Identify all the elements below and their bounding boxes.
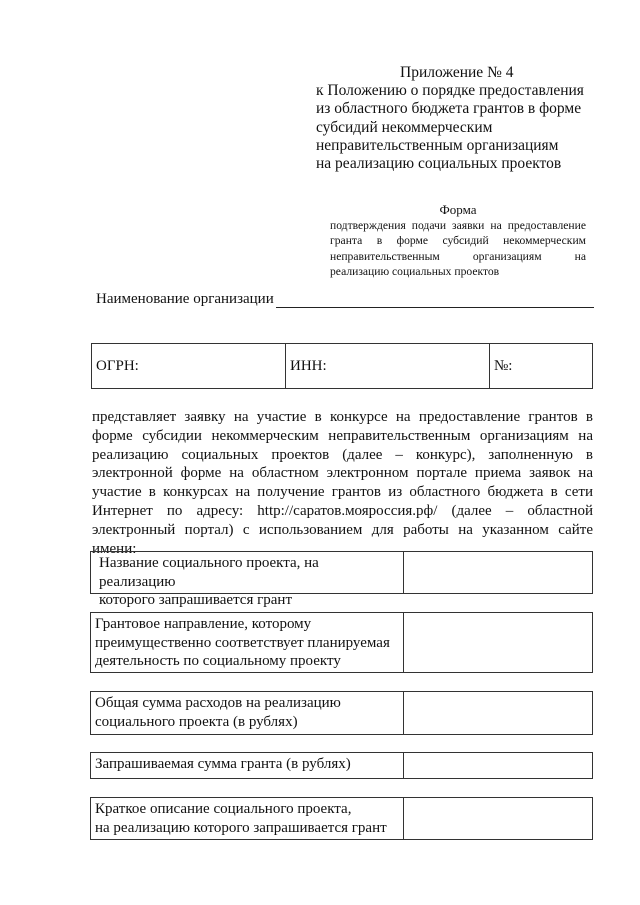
form-subtitle: подтверждения подачи заявки на предоставление гранта в форме субсидий некоммерческим неправительственным организациям на реализацию социальных проектов bbox=[330, 219, 586, 278]
grant-direction-table bbox=[90, 612, 593, 673]
appendix-header bbox=[316, 64, 606, 173]
organization-name-label: Наименование организации bbox=[96, 291, 274, 307]
requested-amount-value[interactable] bbox=[404, 753, 592, 778]
appendix-line: на реализацию социальных проектов bbox=[316, 155, 562, 173]
identifiers-table bbox=[91, 343, 593, 389]
appendix-line: к Положению о порядке предоставления bbox=[316, 82, 584, 100]
registration-number-label: №: bbox=[494, 358, 513, 374]
label-line: преимущественно соответствует планируемая bbox=[95, 634, 390, 651]
project-name-table bbox=[90, 551, 593, 608]
appendix-line: субсидий некоммерческим bbox=[316, 118, 493, 136]
short-description-value[interactable] bbox=[404, 798, 592, 839]
project-name-value[interactable] bbox=[404, 552, 592, 593]
label-line: Запрашиваемая сумма гранта (в рублях) bbox=[95, 756, 351, 772]
application-statement: представляет заявку на участие в конкурсе на предоставление грантов в форме субсидии некоммерческим неправительственным организациям на реализацию социальных проектов (далее – конкурс), заполненную в электронной форме на областном электронном портале приема заявок на участие в конкурсах на получение грантов из областного бюджета в сети Интернет по адресу: http://саратов.мояроссия.рф/ (далее – областной электронный портал) с использованием для работы на указанном сайте имени: bbox=[92, 409, 593, 557]
total-expenses-label bbox=[91, 692, 404, 734]
label-line: деятельность по социальному проекту bbox=[95, 653, 341, 669]
total-expenses-table bbox=[90, 691, 593, 735]
inn-label: ИНН: bbox=[290, 358, 327, 374]
form-header bbox=[330, 202, 586, 279]
project-name-label bbox=[91, 552, 404, 608]
label-line: Общая сумма расходов на реализацию bbox=[95, 695, 341, 711]
appendix-line: из областного бюджета грантов в форме bbox=[316, 100, 582, 118]
requested-amount-table bbox=[90, 752, 593, 779]
form-title: Форма bbox=[439, 202, 477, 217]
grant-direction-label bbox=[91, 613, 404, 672]
appendix-line: неправительственным организациям bbox=[316, 136, 559, 154]
inn-field[interactable] bbox=[286, 344, 490, 388]
organization-name-field[interactable] bbox=[276, 293, 594, 308]
ogrn-label: ОГРН: bbox=[96, 358, 139, 374]
short-description-label bbox=[91, 798, 404, 839]
appendix-title: Приложение № 4 bbox=[400, 64, 514, 81]
label-line: социального проекта (в рублях) bbox=[95, 713, 298, 730]
requested-amount-label bbox=[91, 753, 404, 778]
label-line: Грантовое направление, которому bbox=[95, 616, 312, 632]
organization-name-row bbox=[96, 290, 594, 308]
label-line: Название социального проекта, на реализацию bbox=[99, 555, 319, 590]
total-expenses-value[interactable] bbox=[404, 692, 592, 734]
label-line: которого запрашивается грант bbox=[99, 592, 293, 608]
registration-number-field[interactable] bbox=[490, 344, 592, 388]
label-line: Краткое описание социального проекта, bbox=[95, 801, 352, 817]
label-line: на реализацию которого запрашивается грант bbox=[95, 819, 387, 836]
ogrn-field[interactable] bbox=[92, 344, 286, 388]
short-description-table bbox=[90, 797, 593, 840]
grant-direction-value[interactable] bbox=[404, 613, 592, 672]
